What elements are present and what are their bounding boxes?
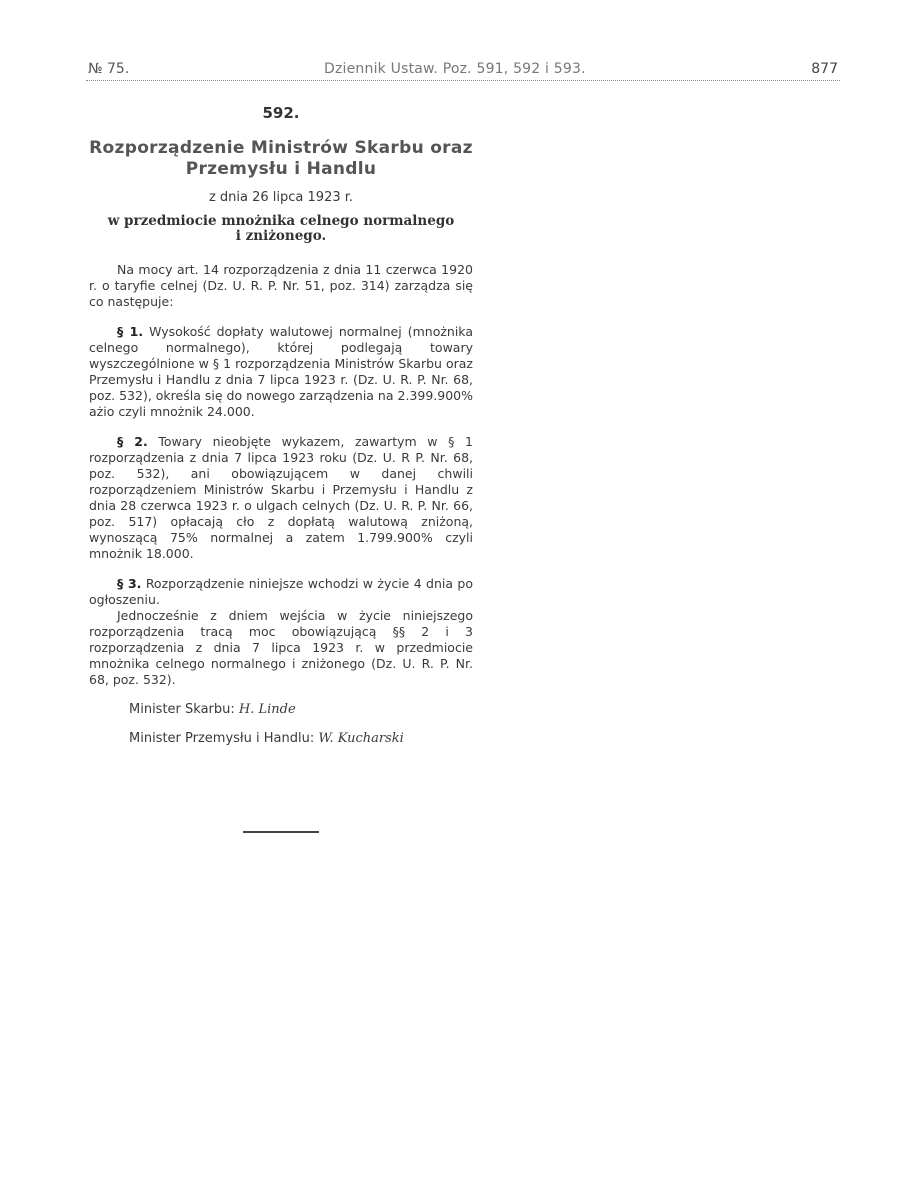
- preamble-paragraph: Na mocy art. 14 rozporządzenia z dnia 11 czerwca 1920 r. o taryfie celnej (Dz. U. R. P. Nr. 51, poz. 314) zarządza się co następuje:: [89, 262, 473, 309]
- act-title-line-1: Rozporządzenie Ministrów Skarbu oraz: [89, 138, 473, 158]
- page-number: 877: [811, 61, 838, 77]
- act-column: [89, 100, 473, 746]
- section-3-label: § 3.: [117, 576, 142, 591]
- end-divider: [243, 831, 319, 833]
- section-3-paragraph: [89, 576, 473, 608]
- act-subject: [89, 214, 473, 244]
- section-3-text: Rozporządzenie niniejsze wchodzi w życie 4 dnia po ogłoszeniu.: [89, 576, 473, 607]
- signature-name: W. Kucharski: [318, 731, 404, 746]
- act-title-line-2: Przemysłu i Handlu: [185, 159, 377, 179]
- act-title: [89, 138, 473, 180]
- section-3-continuation: Jednocześnie z dniem wejścia w życie niniejszego rozporządzenia tracą moc obowiązującą §§ 2 i 3 rozporządzenia z dnia 7 lipca 1923 r. w przedmiocie mnożnika celnego normalnego i zniżonego (Dz. U. R. P. Nr. 68, poz. 532).: [89, 608, 473, 687]
- act-date: z dnia 26 lipca 1923 r.: [208, 190, 354, 205]
- signature-finance-minister: [129, 702, 473, 717]
- journal-reference: Dziennik Ustaw. Poz. 591, 592 i 593.: [324, 61, 586, 77]
- section-2-label: § 2.: [117, 434, 148, 449]
- signature-role: Minister Przemysłu i Handlu:: [129, 731, 315, 746]
- section-1-label: § 1.: [117, 324, 144, 339]
- signature-name: H. Linde: [238, 702, 296, 717]
- issue-number: № 75.: [88, 61, 130, 77]
- act-number: 592.: [262, 104, 300, 122]
- header-divider: [86, 80, 840, 81]
- section-1-paragraph: [89, 324, 473, 420]
- page-header: [86, 60, 838, 82]
- signature-role: Minister Skarbu:: [129, 702, 235, 717]
- signature-industry-minister: [129, 731, 473, 746]
- section-2-text: Towary nieobjęte wykazem, zawartym w § 1 rozporządzenia z dnia 7 lipca 1923 roku (Dz. U. R P. Nr. 68, poz. 532), ani obowiązującem w danej chwili rozporządzeniem Ministrów Skarbu i Przemysłu i Handlu z dnia 28 czerwca 1923 r. o ulgach celnych (Dz. U. R. P. Nr. 66, poz. 517) opłacają cło z dopłatą walutową zniżoną, wynoszącą 75% normalnej a zatem 1.799.900% czyli mnożnik 18.000.: [89, 434, 473, 561]
- act-subject-line-2: i zniżonego.: [235, 228, 327, 244]
- act-subject-line-1: w przedmiocie mnożnika celnego normalnego: [107, 213, 455, 229]
- section-1-text: Wysokość dopłaty walutowej normalnej (mnożnika celnego normalnego), której podlegają towary wyszczególnione w § 1 rozporządzenia Ministrów Skarbu oraz Przemysłu i Handlu z dnia 7 lipca 1923 r. (Dz. U. R. P. Nr. 68, poz. 532), określa się do nowego zarządzenia na 2.399.900% ażio czyli mnożnik 24.000.: [89, 324, 473, 419]
- section-2-paragraph: [89, 434, 473, 562]
